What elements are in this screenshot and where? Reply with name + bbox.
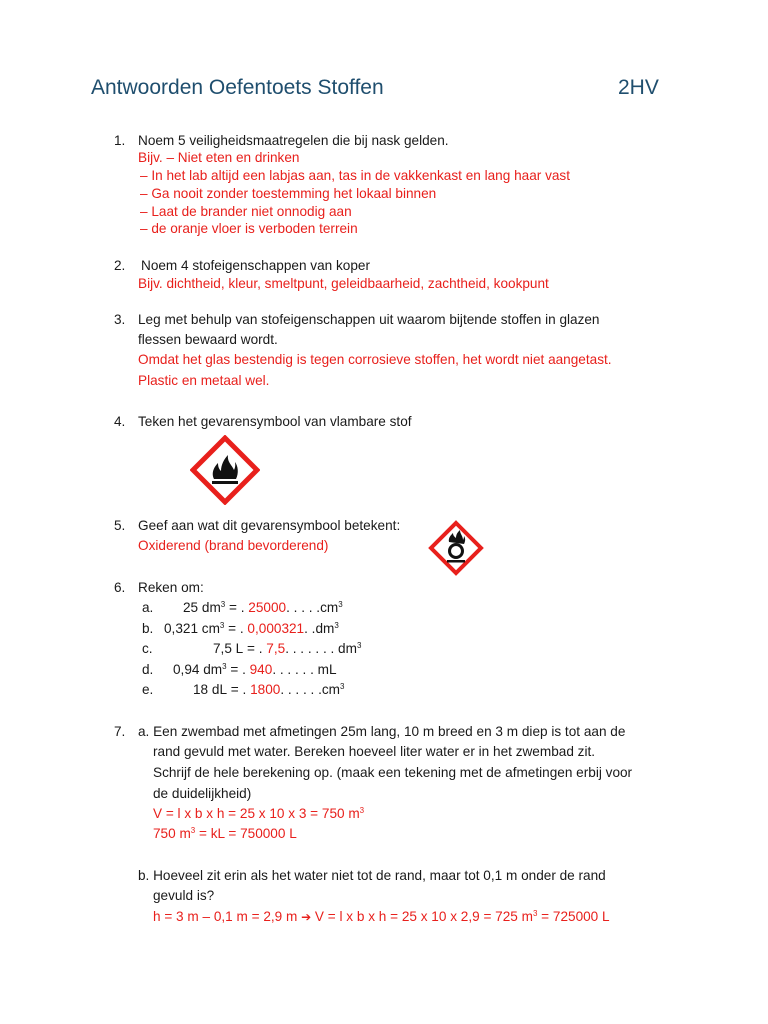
item-letter: a. [142,600,154,615]
page-title: Antwoorden Oefentoets Stoffen [91,76,384,99]
answer-line: Bijv. dichtheid, kleur, smeltpunt, geleidbaarheid, zachtheid, kookpunt [138,276,549,291]
question-number: 6. [114,580,126,595]
answer-line: 750 $m^3$ = kL = 750000 L [153,826,297,841]
question-text: flessen bewaard wordt. [138,332,278,347]
question-number: 5. [114,518,126,533]
conversion-row: 0,94 $dm^3$ = . 940. . . . . . mL [173,662,337,677]
question-text: Leg met behulp van stofeigenschappen uit waarom bijtende stoffen in glazen [138,312,600,327]
question-text: Teken het gevarensymbool van vlambare stof [138,414,412,429]
conversion-answer: 25000 [248,600,287,615]
answer-line: – In het lab altijd een labjas aan, tas in de vakkenkast en lang haar vast [140,168,570,183]
conversion-answer: 0,000321 [247,621,305,636]
answer-line: – Ga nooit zonder toestemming het lokaal binnen [140,186,437,201]
arrow-right-icon: ➔ [301,910,312,924]
conversion-answer: 940 [249,662,273,677]
item-letter: d. [142,662,154,677]
question-text: Noem 5 veiligheidsmaatregelen die bij nask gelden. [138,133,449,148]
question-text: Reken om: [138,580,204,595]
flammable-hazard-icon [190,435,260,505]
question-text: Noem 4 stofeigenschappen van koper [141,258,370,273]
answer-line: Bijv. – Niet eten en drinken [138,150,300,165]
question-text: b. Hoeveel zit erin als het water niet tot de rand, maar tot 0,1 m onder de rand [138,868,606,883]
answer-line: – Laat de brander niet onnodig aan [140,204,352,219]
answer-line: Plastic en metaal wel. [138,373,270,388]
class-label: 2HV [618,76,659,99]
answer-line: Oxiderend (brand bevorderend) [138,538,329,553]
question-text: de duidelijkheid) [153,786,252,801]
question-number: 4. [114,414,126,429]
conversion-row: 18 dL = . 1800. . . . . $.cm^3$ [193,682,345,697]
conversion-row: 25 $dm^3$ = . 25000. . . . $.cm^3$ [183,600,343,615]
question-number: 7. [114,724,126,739]
oxidizing-hazard-icon [428,520,484,576]
question-number: 2. [114,258,126,273]
item-letter: e. [142,682,154,697]
question-text: Schrijf de hele berekening op. (maak een tekening met de afmetingen erbij voor [153,765,633,780]
question-text: Geef aan wat dit gevarensymbool betekent: [138,518,401,533]
conversion-row: 7,5 L = . 7,5. . . . . . . $dm^3$ [213,641,362,656]
answer-line: Omdat het glas bestendig is tegen corrosieve stoffen, het wordt niet aangetast. [138,352,612,367]
conversion-row: 0,321 $cm^3$ = . 0,000321. $.dm^3$ [164,621,339,636]
answer-line: – de oranje vloer is verboden terrein [140,221,358,236]
question-text: a. Een zwembad met afmetingen 25m lang, 10 m breed en 3 m diep is tot aan de [138,724,626,739]
question-number: 3. [114,312,126,327]
conversion-answer: 7,5 [266,641,286,656]
question-text: gevuld is? [153,888,215,903]
item-letter: c. [142,641,153,656]
answer-line: V = l x b x h = 25 x 10 x 3 = 750 $m^3$ [153,806,365,821]
answer-line: h = 3 m – 0,1 m = 2,9 m ➔ V = l x b x h = 25 x 10 x 2,9 = 725 $m^3 = 725000$ L [153,909,610,924]
question-number: 1. [114,133,126,148]
conversion-answer: 1800 [250,682,281,697]
item-letter: b. [142,621,154,636]
question-text: rand gevuld met water. Bereken hoeveel liter water er in het zwembad zit. [153,744,596,759]
